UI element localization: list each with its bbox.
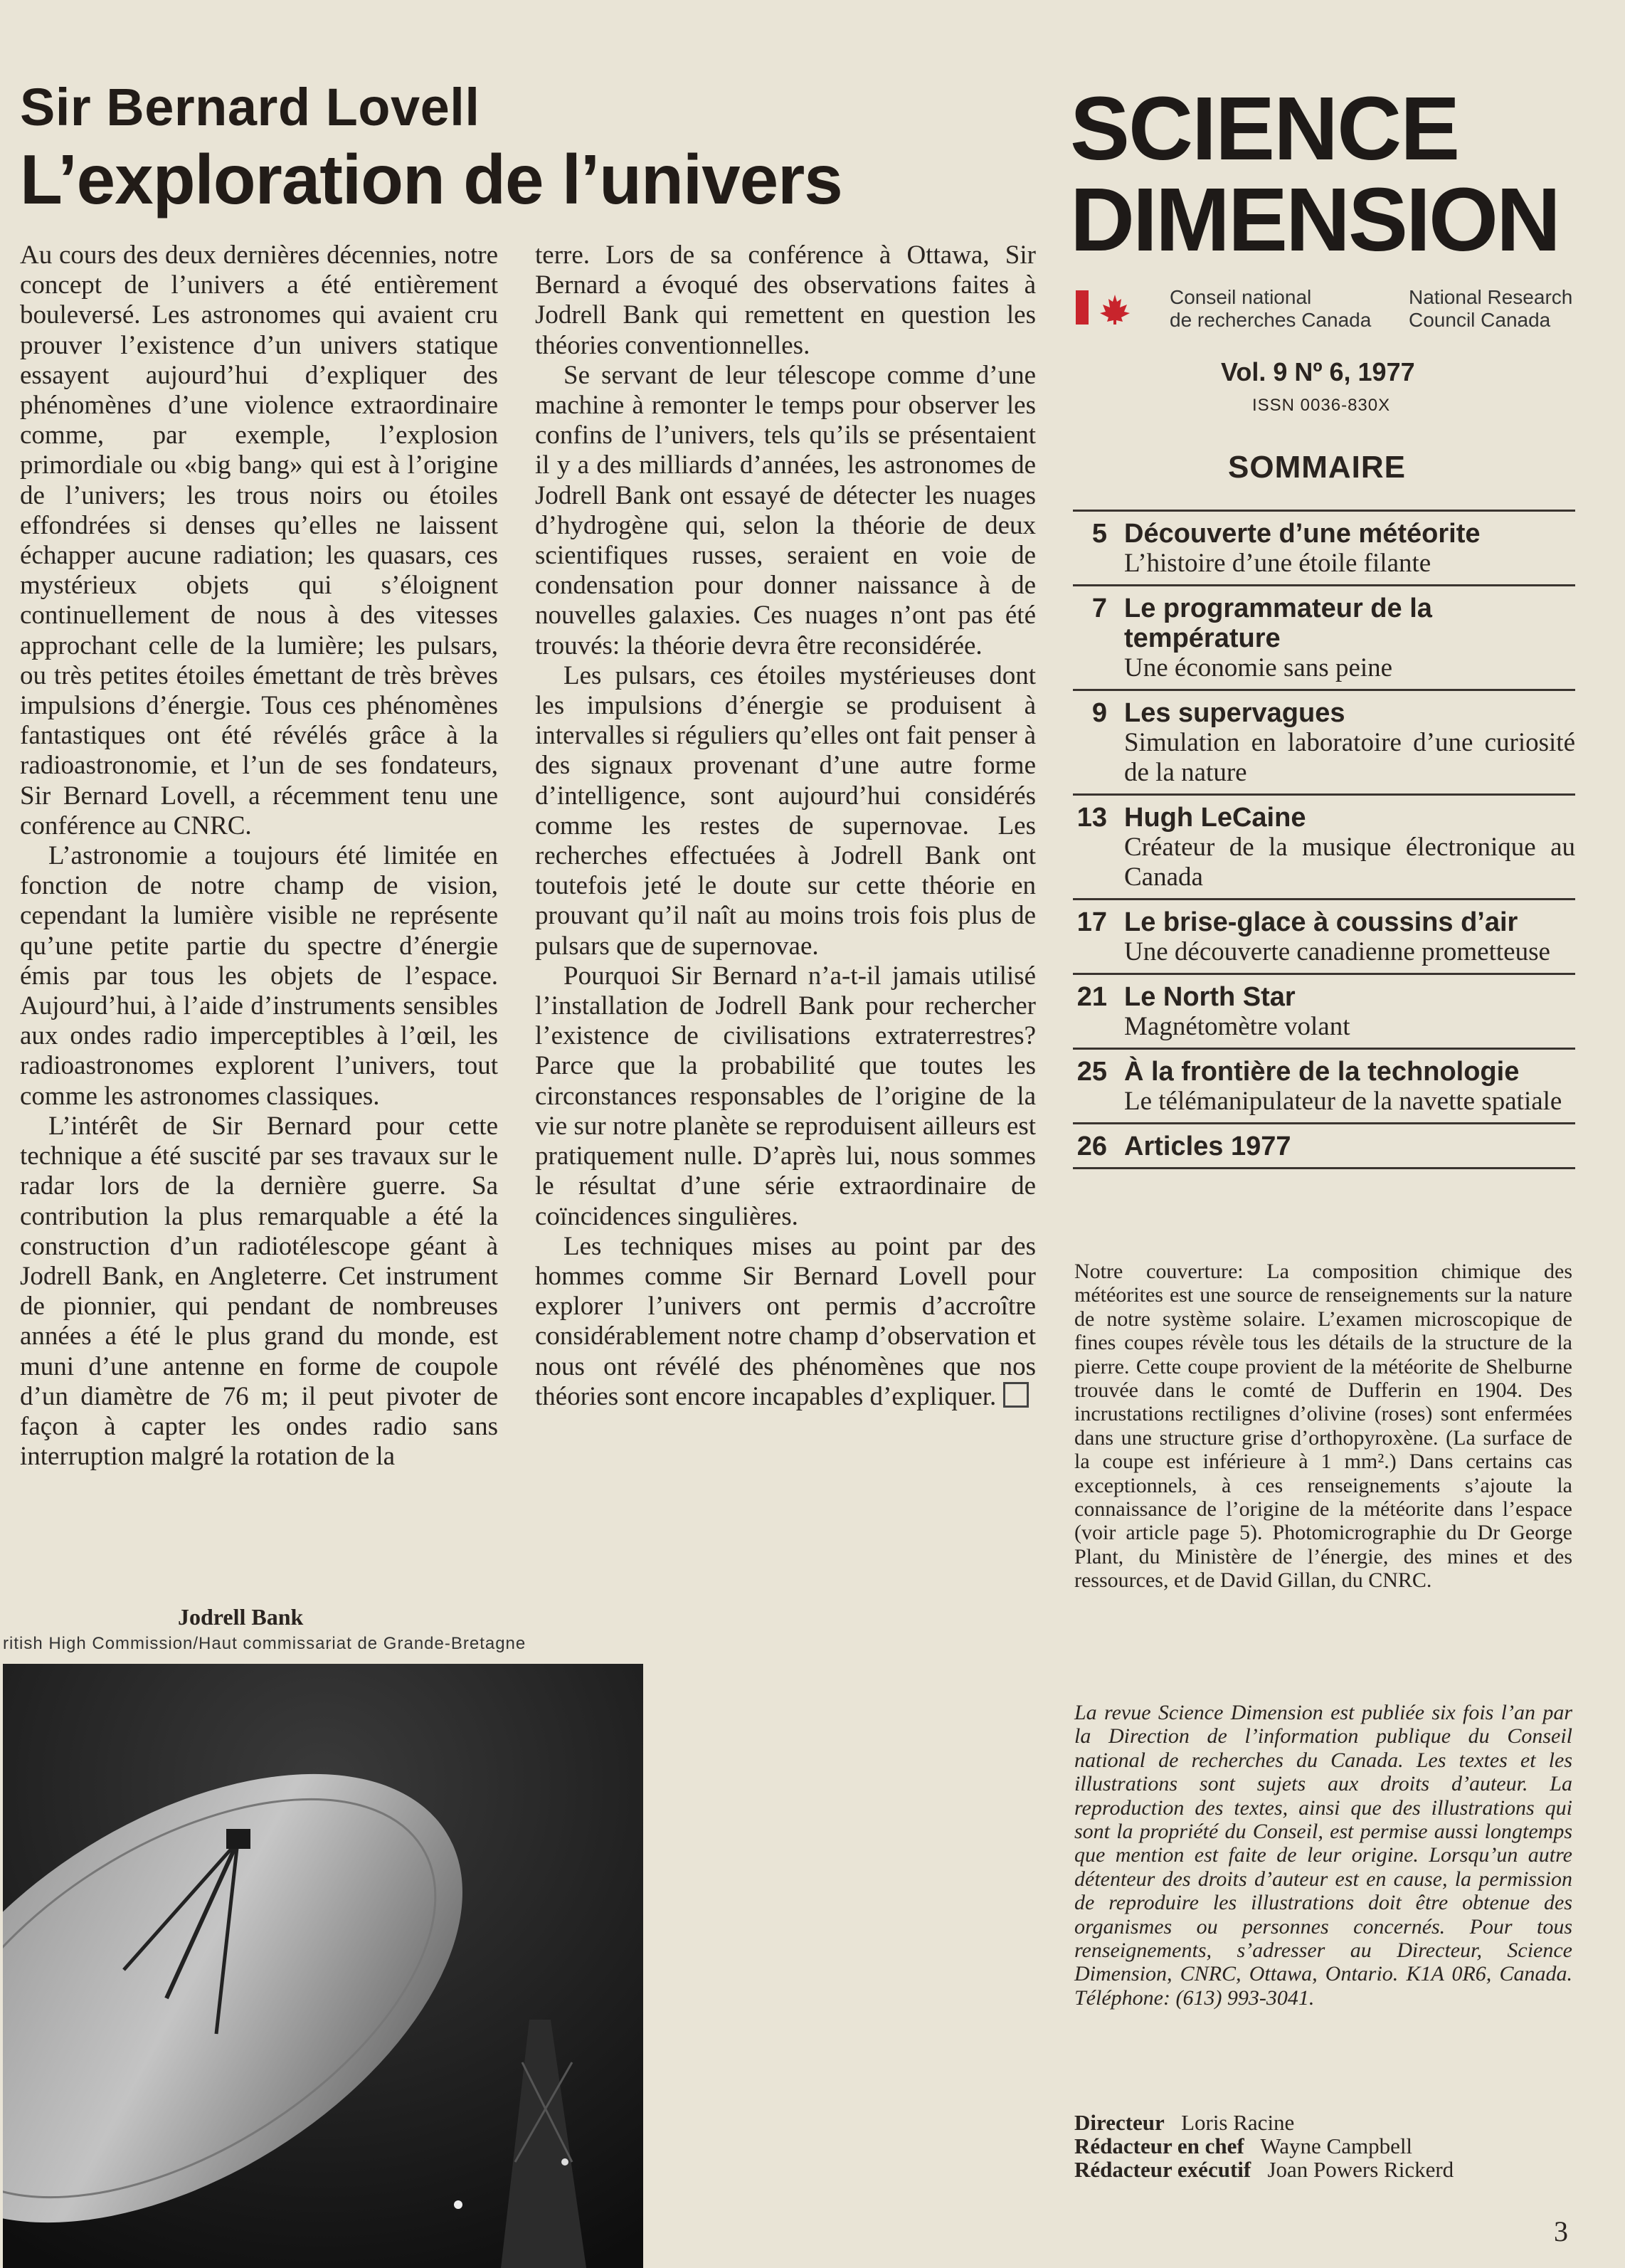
council-en-line: National Research (1409, 286, 1573, 308)
staff-role: Rédacteur exécutif (1074, 2157, 1251, 2182)
toc-title: Le programmateur de la température (1124, 594, 1432, 653)
paragraph: L’intérêt de Sir Bernard pour cette technique a été suscité par ses travaux sur le radar lors de la dernière guerre. Sa contribution la plus remarquable a été la construction d’un radiotélescope géant à Jodrell Bank, en Angleterre. Cet instrument de pionnier, qui pendant de nombreuses années a été le plus grand du monde, est muni d’une antenne en forme de coupole d’un diamètre de 76 m; il peut pivoter de façon à capter les ondes radio sans interruption malgré la rotation de la (20, 1111, 498, 1472)
radio-telescope-illustration (3, 1664, 643, 2268)
toc-title: Les supervagues (1124, 698, 1345, 728)
toc-title: Le brise-glace à coussins d’air (1124, 907, 1518, 937)
radio-telescope-photo (3, 1664, 643, 2268)
toc-page: 17 (1076, 907, 1107, 937)
paragraph: L’astronomie a toujours été limitée en fonction de notre champ de vision, cependant la lumière visible ne représente qu’une petite partie du spectre d’énergie émis par tous les objets de l’espace. Aujourd’hui, à l’aide d’instruments sensibles aux ondes radio imperceptibles à l’œil, les radioastronomes explorent l’univers, tout comme les astronomes classiques. (20, 841, 498, 1111)
staff-role: Rédacteur en chef (1074, 2133, 1244, 2158)
toc-subtitle: Créateur de la musique électronique au Canada (1124, 833, 1575, 892)
page-number: 3 (1554, 2215, 1568, 2247)
toc-subtitle: Magnétomètre volant (1124, 1012, 1350, 1041)
council-name-french (1170, 286, 1371, 332)
end-of-article-icon (1003, 1382, 1029, 1408)
toc-subtitle: L’histoire d’une étoile filante (1124, 549, 1431, 578)
toc-item[interactable] (1073, 584, 1575, 689)
paragraph: Les pulsars, ces étoiles mystérieuses dont les impulsions d’énergie se produisent à intervalles si réguliers qu’elles ont fait penser à des signaux provenant d’une autre forme d’intelligence, sont aujourd’hui considérés comme les restes de supernovae. Les recherches effectuées à Jodrell Bank ont toutefois jeté le doute sur cette théorie en prouvant qu’il naît au moins trois fois plus de pulsars que de supernovae. (535, 660, 1036, 961)
table-of-contents (1073, 510, 1575, 1169)
paragraph: Se servant de leur télescope comme d’une machine à remonter le temps pour observer les confins de l’univers, tels qu’ils se présentaient il y a des milliards d’années, les astronomes de Jodrell Bank ont essayé de détecter les nuages d’hydrogène qui, selon la théorie de deux scientifiques russes, seraient en voie de condensation pour donner naissance à de nouvelles galaxies. Ces nuages n’ont pas été trouvés: la théorie devra être reconsidérée. (535, 360, 1036, 660)
staff-name: Wayne Campbell (1260, 2133, 1413, 2158)
toc-item[interactable] (1073, 898, 1575, 973)
staff-role: Directeur (1074, 2110, 1165, 2135)
magazine-title-line-1: SCIENCE (1070, 78, 1459, 179)
toc-page: 26 (1076, 1132, 1107, 1161)
toc-page: 5 (1091, 519, 1107, 549)
toc-title: Hugh LeCaine (1124, 803, 1306, 833)
canada-flag-icon (1076, 290, 1133, 325)
toc-subtitle: Simulation en laboratoire d’une curiosité de la nature (1124, 728, 1575, 787)
toc-title: Découverte d’une météorite (1124, 519, 1481, 549)
toc-page: 25 (1076, 1057, 1107, 1087)
toc-item[interactable] (1073, 510, 1575, 584)
article-title: L’exploration de l’univers (20, 140, 842, 218)
paragraph: terre. Lors de sa conférence à Ottawa, Sir Bernard a évoqué des observations faites à Jodrell Bank qui remettent en question les théories conventionnelles. (535, 241, 1036, 360)
paragraph: Pourquoi Sir Bernard n’a-t-il jamais utilisé l’installation de Jodrell Bank pour rechercher l’existence de civilisations extraterrestres? Parce que la probabilité que toutes les circonstances responsables de l’origine de la vie sur notre planète se reproduisent ailleurs est pratiquement nulle. D’après lui, nous sommes le résultat d’une série extraordinaire de coïncidences singulières. (535, 961, 1036, 1231)
paragraph-last (535, 1232, 1036, 1412)
volume-number: Vol. 9 Nº 6, 1977 (1221, 357, 1415, 386)
council-fr-line: de recherches Canada (1170, 309, 1372, 331)
toc-page: 13 (1076, 803, 1107, 833)
article-author: Sir Bernard Lovell (20, 78, 480, 137)
paragraph: Au cours des deux dernières décennies, notre concept de l’univers a été entièrement bouleversé. Les astronomes qui avaient cru prouver l’existence d’un univers statique essayent aujourd’hui d’expliquer des phénomènes d’une violence extraordinaire comme, par exemple, l’explosion primordiale ou «big bang» qui est à l’origine de l’univers; les trous noirs ou étoiles effondrées si denses qu’elles ne laissent échapper aucune radiation; les quasars, ces mystérieux objets qui s’éloignent continuellement de nous à des vitesses approchant celle de la lumière; les pulsars, ou très petites étoiles émettant de très brèves impulsions d’énergie. Tous ces phénomènes fantastiques ont été révélés grâce à la radioastronomie, et l’un de ses fondateurs, Sir Bernard Lovell, a récemment tenu une conférence au CNRC. (20, 241, 498, 840)
staff-row (1074, 2158, 1454, 2181)
staff-name: Loris Racine (1181, 2110, 1295, 2135)
photo-credit: ritish High Commission/Haut commissariat de Grande-Bretagne (3, 1634, 526, 1653)
council-en-line: Council Canada (1409, 309, 1551, 331)
toc-title: Articles 1977 (1124, 1132, 1291, 1161)
staff-row (1074, 2111, 1454, 2134)
toc-item[interactable] (1073, 689, 1575, 793)
toc-page: 7 (1091, 594, 1107, 623)
staff-list (1074, 2111, 1454, 2181)
magazine-title-line-2: DIMENSION (1070, 169, 1560, 270)
staff-row (1074, 2134, 1454, 2158)
article-column-2 (535, 241, 1036, 1412)
publication-notice: La revue Science Dimension est publiée six fois l’an par la Direction de l’information publique du Conseil national de recherches du Canada. Les textes et les illustrations sont sujets aux droits d’auteur. La reproduction des textes, ainsi que des illustrations qui sont la propriété du Conseil, est permise aussi longtemps que mention est faite de leur origine. Lorsqu’un autre détenteur des droits d’auteur est en cause, la permission de reproduire les illustrations doit être obtenue des organismes ou personnes concernés. Pour tous renseignements, s’adresser au Directeur, Science Dimension, CNRC, Ottawa, Ontario. K1A 0R6, Canada. Téléphone: (613) 993-3041. (1074, 1701, 1572, 2010)
issn: ISSN 0036-830X (1252, 396, 1391, 415)
council-fr-line: Conseil national (1170, 286, 1312, 308)
cover-description: Notre couverture: La composition chimique des météorites est une source de renseignements sur la nature de notre système solaire. L’examen microscopique de fines coupes révèle tous les détails de la structure de la pierre. Cette coupe provient de la météorite de Shelburne trouvée dans le comté de Dufferin en 1904. Des incrustations rectilignes d’olivine (roses) sont enfermées dans une structure grise d’orthopyroxène. (La surface de la coupe est inférieure à 1 mm².) Dans certains cas exceptionnels, à ces renseignements s’ajoute la connaissance de l’origine de la météorite dans l’espace (voir article page 5). Photomicrographie du Dr George Plant, du Ministère de l’énergie, des mines et des ressources, et de David Gillan, du CNRC. (1074, 1260, 1572, 1593)
contents-heading: SOMMAIRE (1228, 450, 1406, 485)
toc-item[interactable] (1073, 1122, 1575, 1169)
toc-title: Le North Star (1124, 982, 1296, 1012)
paragraph-text: Les techniques mises au point par des hommes comme Sir Bernard Lovell pour explorer l’univers ont permis d’accroître considérablement notre champ d’observation et nous ont révélé des phénomènes que nos théories sont encore incapables d’expliquer. (535, 1231, 1036, 1411)
toc-title: À la frontière de la technologie (1124, 1057, 1520, 1087)
toc-item[interactable] (1073, 973, 1575, 1048)
toc-item[interactable] (1073, 793, 1575, 898)
article-column-1 (20, 241, 498, 1472)
photo-caption: Jodrell Bank (178, 1604, 304, 1630)
toc-subtitle: Une économie sans peine (1124, 653, 1393, 682)
toc-page: 9 (1091, 698, 1107, 728)
toc-subtitle: Le télémanipulateur de la navette spatiale (1124, 1087, 1562, 1116)
toc-subtitle: Une découverte canadienne prometteuse (1124, 937, 1550, 966)
council-name-english (1409, 286, 1572, 332)
staff-name: Joan Powers Rickerd (1267, 2157, 1454, 2182)
toc-page: 21 (1076, 982, 1107, 1012)
toc-item[interactable] (1073, 1048, 1575, 1122)
